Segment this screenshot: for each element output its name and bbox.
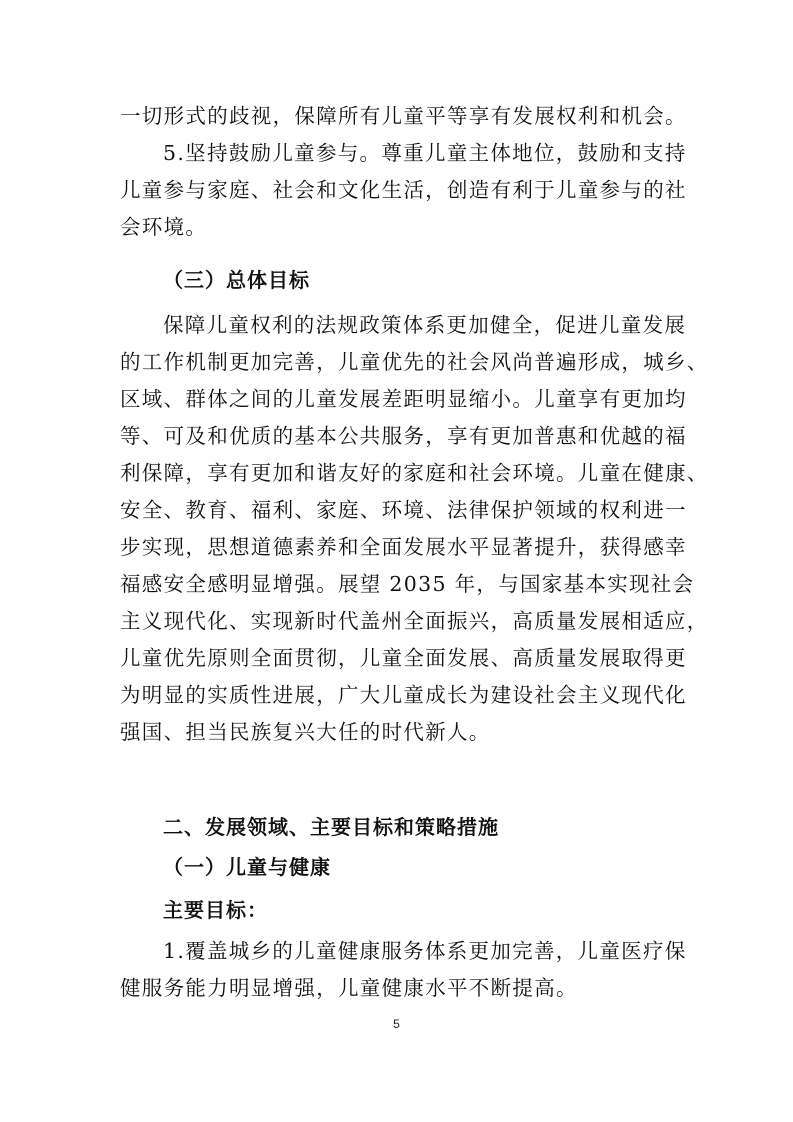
text-line: 福感安全感明显增强。展望 2035 年，与国家基本实现社会 (120, 572, 695, 596)
text-line: 5.坚持鼓励儿童参与。尊重儿童主体地位，鼓励和支持 (163, 141, 687, 165)
text-line: 步实现，思想道德素养和全面发展水平显著提升，获得感幸 (120, 535, 687, 559)
text-line: 儿童参与家庭、社会和文化生活，创造有利于儿童参与的社 (120, 178, 687, 202)
text-line: 会环境。 (120, 215, 208, 239)
heading-section-two: 二、发展领域、主要目标和策略措施 (163, 815, 499, 839)
text-line: 区域、群体之间的儿童发展差距明显缩小。儿童享有更加均 (120, 387, 687, 411)
paragraph-nondiscrimination (120, 98, 687, 135)
heading-main-goals: 主要目标： (163, 898, 268, 922)
text-line: 利保障，享有更加和谐友好的家庭和社会环境。儿童在健康、 (120, 461, 709, 485)
text-line: 的工作机制更加完善，儿童优先的社会风尚普遍形成，城乡、 (120, 350, 709, 374)
paragraph-overall-goals (120, 307, 709, 751)
heading-overall-goals: （三）总体目标 (163, 268, 310, 292)
text-line: 健服务能力明显增强，儿童健康水平不断提高。 (120, 976, 578, 1000)
text-line: 一切形式的歧视，保障所有儿童平等享有发展权利和机会。 (120, 104, 687, 128)
text-line: 安全、教育、福利、家庭、环境、法律保护领域的权利进一 (120, 498, 687, 522)
page-number: 5 (393, 1017, 400, 1031)
heading-children-health: （一）儿童与健康 (163, 855, 331, 879)
paragraph-participation (120, 135, 687, 246)
text-line: 主义现代化、实现新时代盖州全面振兴，高质量发展相适应， (120, 609, 709, 633)
paragraph-health-goal-1 (120, 933, 687, 1007)
text-line: 为明显的实质性进展，广大儿童成长为建设社会主义现代化 (120, 683, 687, 707)
text-line: 儿童优先原则全面贯彻，儿童全面发展、高质量发展取得更 (120, 646, 687, 670)
text-line: 1.覆盖城乡的儿童健康服务体系更加完善，儿童医疗保 (163, 939, 687, 963)
text-line: 保障儿童权利的法规政策体系更加健全，促进儿童发展 (163, 313, 687, 337)
text-line: 等、可及和优质的基本公共服务，享有更加普惠和优越的福 (120, 424, 687, 448)
text-line: 强国、担当民族复兴大任的时代新人。 (120, 720, 491, 744)
